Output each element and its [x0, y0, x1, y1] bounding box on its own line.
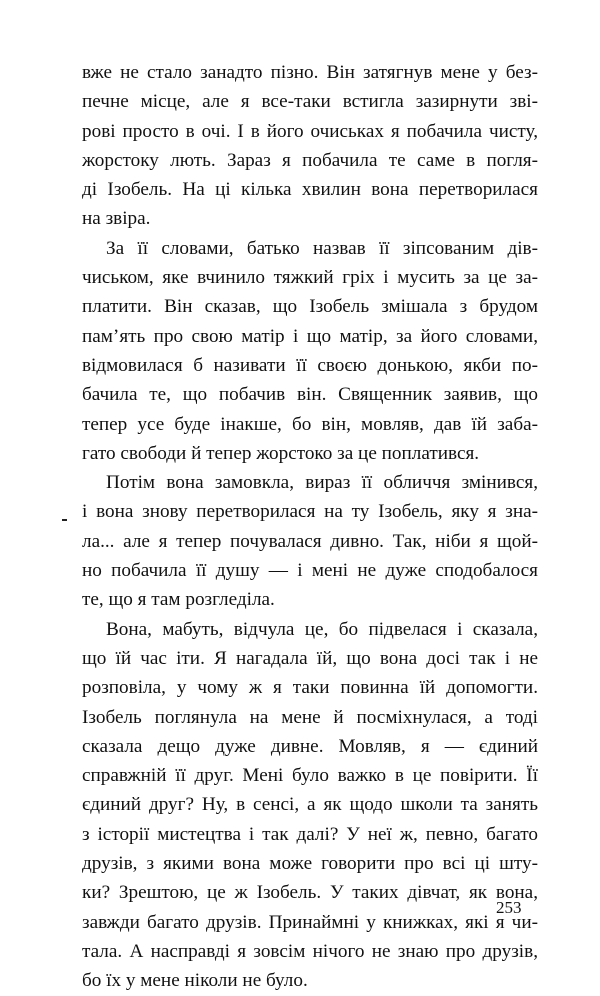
page-number: 253: [496, 898, 522, 917]
text-line: чиськом, яке вчинило тяжкий гріх і мусить за це за-: [82, 267, 538, 289]
text-line: на звіра.: [82, 208, 151, 230]
text-line: вже не стало занадто пізно. Він затягнув мене у без-: [82, 62, 538, 83]
text-line: друзів, з якими вона може говорити про всі ці шту-: [82, 853, 538, 875]
text-line: но побачила її душу — і мені не дуже сподобалося: [82, 560, 538, 582]
text-line: бо їх у мене ніколи не було.: [82, 970, 308, 992]
text-line: Вона, мабуть, відчула це, бо підвелася і сказала,: [106, 618, 538, 640]
text-line: рові просто в очі. І в його очиськах я побачила чисту,: [82, 120, 538, 142]
text-line: платити. Він сказав, що Ізобель змішала з брудом: [82, 296, 538, 318]
text-line: Ізобель поглянула на мене й посміхнулася, а тоді: [82, 706, 538, 728]
text-line: справжній її друг. Мені було важко в це повірити. Її: [82, 765, 538, 787]
text-line: відмовилася б називати її своєю донькою, якби по-: [82, 354, 538, 376]
text-line: сказала дещо дуже дивне. Мовляв, я — єдиний: [82, 735, 538, 757]
text-line: тала. А насправді я зовсім нічого не знаю про друзів,: [82, 940, 538, 962]
text-line: і вона знову перетворилася на ту Ізобель, яку я зна-: [82, 501, 538, 523]
text-line: тепер усе буде інакше, бо він, мовляв, дав їй заба-: [82, 413, 538, 435]
text-line: розповіла, у чому ж я таки повинна їй допомогти.: [82, 677, 538, 699]
text-line: жорстоку лють. Зараз я побачила те саме в погля-: [82, 149, 538, 171]
text-line: печне місце, але я все-таки встигла зазирнути зві-: [82, 91, 538, 113]
text-line: Потім вона замовкла, вираз її обличчя змінився,: [106, 472, 538, 494]
margin-mark: [62, 519, 67, 521]
text-line: те, що я там розгледіла.: [82, 589, 275, 611]
text-line: що їй час іти. Я нагадала їй, що вона досі так і не: [82, 647, 538, 669]
text-line: бачила те, що побачив він. Священник заявив, що: [82, 384, 538, 406]
text-line: гато свободи й тепер жорстоко за це поплатився.: [82, 442, 480, 464]
text-line: ла... але я тепер почувалася дивно. Так, ніби я щой-: [82, 530, 538, 552]
text-line: За її словами, батько назвав її зіпсованим дів-: [106, 237, 538, 259]
text-line: єдиний друг? Ну, в сенсі, а як щодо школи та занять: [82, 794, 538, 816]
text-line: ді Ізобель. На ці кілька хвилин вона перетворилася: [82, 179, 538, 201]
text-line: завжди багато друзів. Принаймні у книжках, які я чи-: [82, 911, 538, 933]
body-text: [82, 58, 538, 996]
text-line: ки? Зрештою, це ж Ізобель. У таких дівчат, як вона,: [82, 882, 538, 904]
text-line: з історії мистецтва і так далі? У неї ж, певно, багато: [82, 823, 538, 845]
text-line: пам’ять про свою матір і що матір, за його словами,: [82, 325, 538, 347]
